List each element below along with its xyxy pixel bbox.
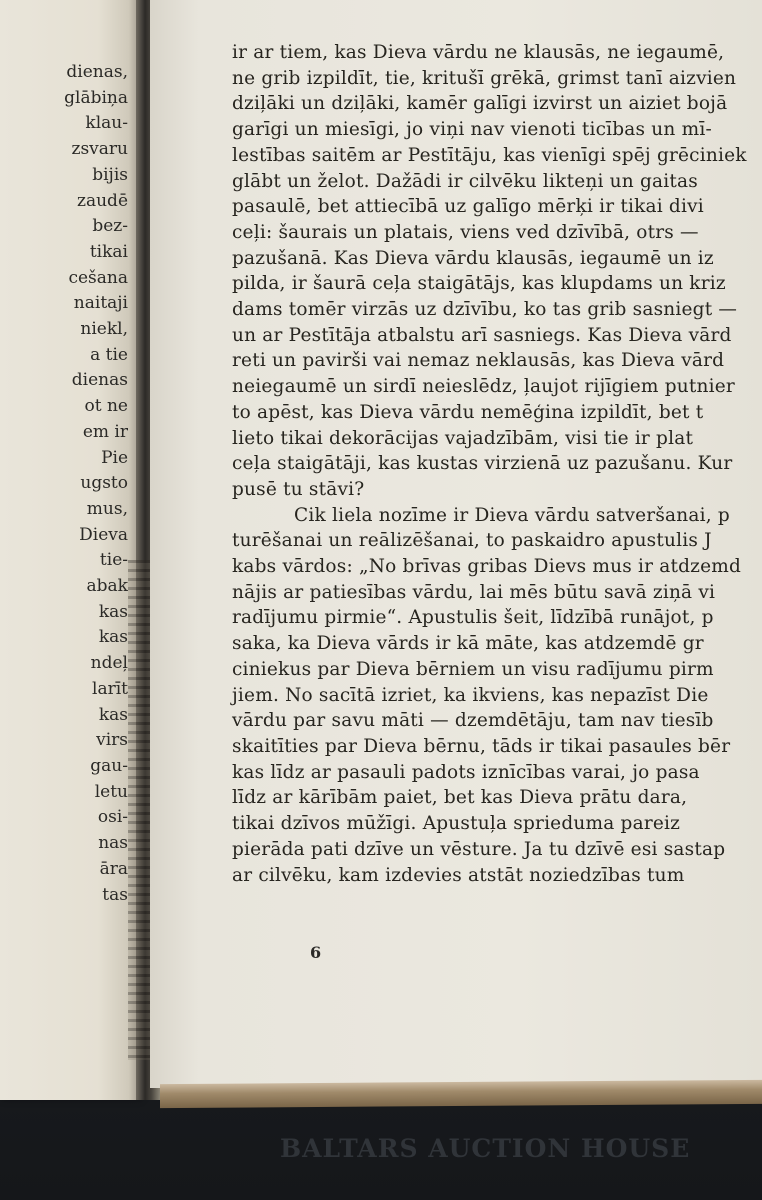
watermark: BALTARS AUCTION HOUSE <box>280 1134 691 1163</box>
left-page-line: virs <box>96 730 128 751</box>
left-page-line: glābiņa <box>64 87 128 108</box>
left-page-line: kas <box>98 627 128 648</box>
text-line: ar cilvēku, kam izdevies atstāt noziedzības tum <box>232 864 685 886</box>
page-edge <box>160 1080 762 1108</box>
text-line: garīgi un miesīgi, jo viņi nav vienoti ticības un mī- <box>232 119 712 141</box>
left-page-line: dienas <box>71 370 128 391</box>
text-line: pilda, ir šaurā ceļa staigātājs, kas klupdams un kriz <box>232 273 726 295</box>
text-line: nājis ar patiesības vārdu, lai mēs būtu savā ziņā vi <box>232 581 716 603</box>
text-line: tikai dzīvos mūžīgi. Apustuļa sprieduma pareiz <box>232 813 681 835</box>
left-page-line: letu <box>94 781 128 802</box>
left-page-line: mus, <box>86 498 128 519</box>
left-page-line: abak <box>86 576 128 597</box>
text-line: jiem. No sacītā izriet, ka ikviens, kas nepazīst Die <box>232 684 709 706</box>
text-line: ceļi: šaurais un platais, viens ved dzīvībā, otrs — <box>232 221 699 243</box>
left-page-line: zaudē <box>77 190 128 211</box>
left-page-line: dienas, <box>66 62 128 82</box>
text-line: ir ar tiem, kas Dieva vārdu ne klausās, ne iegaumē, <box>232 42 725 63</box>
left-page-line: klau- <box>85 113 128 134</box>
left-page-line: osi- <box>97 807 128 828</box>
left-page-text <box>64 60 128 908</box>
left-page-line: zsvaru <box>71 139 128 160</box>
text-line: radījumu pirmie“. Apustulis šeit, līdzībā runājot, p <box>232 607 714 629</box>
text-line: neiegaumē un sirdī neieslēdz, ļaujot rijīgiem putnier <box>232 376 735 398</box>
left-page-line: kas <box>98 704 128 725</box>
text-line: skaitīties par Dieva bērnu, tāds ir tikai pasaules bēr <box>232 735 731 757</box>
text-line: ciniekus par Dieva bērniem un visu radījumu pirm <box>232 658 714 680</box>
left-page-line: tas <box>102 884 128 905</box>
text-line: saka, ka Dieva vārds ir kā māte, kas atdzemdē gr <box>232 633 704 655</box>
left-page-line: kas <box>98 601 128 622</box>
left-page-line: gau- <box>90 755 128 776</box>
left-page-line: Pie <box>101 447 128 468</box>
left-page-line: āra <box>99 858 128 879</box>
text-line: Cik liela nozīme ir Dieva vārdu satveršanai, p <box>294 504 730 526</box>
left-page <box>0 0 140 1100</box>
text-line: kas līdz ar pasauli padots iznīcības varai, jo pasa <box>232 761 700 783</box>
text-line: un ar Pestītāja atbalstu arī sasniegs. Kas Dieva vārd <box>232 324 732 346</box>
text-line: glābt un želot. Dažādi ir cilvēku likteņi un gaitas <box>232 170 698 192</box>
text-line: pasaulē, bet attiecībā uz galīgo mērķi ir tikai divi <box>232 196 704 218</box>
left-page-line: ugsto <box>80 473 128 494</box>
text-line: vārdu par savu māti — dzemdētāju, tam nav tiesīb <box>232 710 714 732</box>
text-line: to apēst, kas Dieva vārdu nemēģina izpildīt, bet t <box>232 401 704 423</box>
left-page-line: nas <box>98 833 128 854</box>
text-line: dziļāki un dziļāki, kamēr galīgi izvirst un aiziet bojā <box>232 93 728 115</box>
left-page-line: bez- <box>92 216 128 237</box>
page-number: 6 <box>310 943 322 962</box>
left-page-line: Dieva <box>79 524 128 545</box>
left-page-line: tikai <box>89 241 128 262</box>
text-line: pazušanā. Kas Dieva vārdu klausās, iegaumē un iz <box>232 247 714 269</box>
left-page-line: tie- <box>99 550 128 571</box>
text-line: līdz ar kārībām paiet, bet kas Dieva prātu dara, <box>232 787 688 809</box>
text-line: reti un pavirši vai nemaz neklausās, kas Dieva vārd <box>232 350 725 372</box>
text-line: lieto tikai dekorācijas vajadzībām, visi tie ir plat <box>232 427 694 449</box>
left-page-line: niekl, <box>80 319 128 340</box>
right-page-text <box>232 40 762 888</box>
left-page-line: a tie <box>90 344 128 365</box>
text-line: ne grib izpildīt, tie, kritušī grēkā, grimst tanī aizvien <box>232 67 737 89</box>
left-page-line: ot ne <box>84 396 128 417</box>
left-page-line: em ir <box>82 421 128 442</box>
text-line: pusē tu stāvi? <box>232 478 365 500</box>
left-page-line: ndeļ <box>90 653 128 674</box>
right-page <box>150 0 762 1088</box>
text-line: turēšanai un reālizēšanai, to paskaidro apustulis J <box>232 530 712 552</box>
left-page-line: naitaji <box>73 293 128 314</box>
left-page-line: bijis <box>92 164 128 185</box>
left-page-line: cešana <box>68 267 128 288</box>
left-page-line: larīt <box>92 678 128 699</box>
spine-damage <box>128 560 150 1060</box>
text-line: dams tomēr virzās uz dzīvību, ko tas grib sasniegt — <box>232 299 738 321</box>
text-line: pierāda pati dzīve un vēsture. Ja tu dzīvē esi sastap <box>232 838 726 860</box>
text-line: kabs vārdos: „No brīvas gribas Dievs mus ir atdzemd <box>232 556 742 578</box>
text-line: ceļa staigātāji, kas kustas virzienā uz pazušanu. Kur <box>232 453 733 475</box>
text-line: lestības saitēm ar Pestītāju, kas vienīgi spēj grēciniek <box>232 144 747 166</box>
